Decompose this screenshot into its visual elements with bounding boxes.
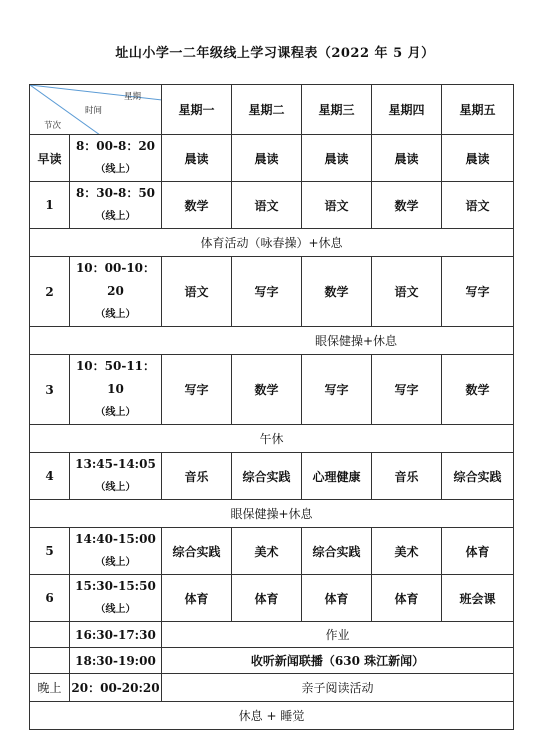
subject-cell: 综合实践	[232, 453, 302, 500]
time-cell	[70, 528, 162, 575]
day-header-mon: 星期一	[162, 85, 232, 135]
period-cell: 3	[30, 355, 70, 425]
subject-cell: 班会课	[442, 575, 514, 622]
subject-cell: 美术	[372, 528, 442, 575]
subject-cell: 体育	[232, 575, 302, 622]
subject-cell: 数学	[232, 355, 302, 425]
subject-cell: 晨读	[232, 135, 302, 182]
time-range: 8：00-8：20	[75, 139, 156, 153]
online-label: （线上）	[95, 482, 136, 493]
corner-cell	[30, 85, 162, 135]
activity-cell: 收听新闻联播（630 珠江新闻）	[162, 648, 514, 674]
time-cell	[70, 182, 162, 229]
time-range: 8：30-8：50	[75, 186, 156, 200]
table-row	[30, 135, 514, 182]
time-cell	[70, 135, 162, 182]
subject-cell: 语文	[232, 182, 302, 229]
period-cell: 1	[30, 182, 70, 229]
break-cell: 眼保健操+休息	[30, 500, 514, 528]
time-range: 13:45-14:05	[75, 457, 156, 471]
subject-cell: 写字	[372, 355, 442, 425]
break-cell: 午休	[30, 425, 514, 453]
day-header-wed: 星期三	[302, 85, 372, 135]
time-cell	[70, 453, 162, 500]
subject-cell: 数学	[162, 182, 232, 229]
online-label: （线上）	[95, 557, 136, 568]
schedule-table	[29, 84, 514, 730]
table-row	[30, 257, 514, 327]
subject-cell: 数学	[302, 257, 372, 327]
activity-cell: 作业	[162, 622, 514, 648]
header-row	[30, 85, 514, 135]
corner-period-label: 节次	[44, 121, 62, 131]
table-row	[30, 229, 514, 257]
subject-cell: 体育	[162, 575, 232, 622]
subject-cell: 数学	[372, 182, 442, 229]
subject-cell: 写字	[442, 257, 514, 327]
time-cell: 16:30-17:30	[70, 622, 162, 648]
subject-cell: 音乐	[372, 453, 442, 500]
subject-cell: 综合实践	[162, 528, 232, 575]
subject-cell: 语文	[162, 257, 232, 327]
subject-cell: 晨读	[162, 135, 232, 182]
corner-time-label: 时间	[85, 106, 103, 116]
time-range: 15:30-15:50	[75, 579, 156, 593]
table-row	[30, 622, 514, 648]
day-header-thu: 星期四	[372, 85, 442, 135]
subject-cell: 写字	[162, 355, 232, 425]
subject-cell: 体育	[442, 528, 514, 575]
online-label: （线上）	[95, 164, 136, 175]
subject-cell: 音乐	[162, 453, 232, 500]
time-range: 10：50-11：10	[75, 359, 156, 396]
subject-cell: 综合实践	[302, 528, 372, 575]
page-title: 址山小学一二年级线上学习课程表（2022 年 5 月）	[115, 46, 435, 61]
rest-cell: 休息 + 睡觉	[30, 702, 514, 730]
break-cell	[30, 327, 514, 355]
subject-cell: 体育	[302, 575, 372, 622]
time-cell: 18:30-19:00	[70, 648, 162, 674]
table-row	[30, 702, 514, 730]
period-cell	[30, 648, 70, 674]
period-cell: 2	[30, 257, 70, 327]
period-cell: 晚上	[30, 674, 70, 702]
time-cell	[70, 257, 162, 327]
subject-cell: 体育	[372, 575, 442, 622]
subject-cell: 晨读	[302, 135, 372, 182]
table-row	[30, 674, 514, 702]
day-header-fri: 星期五	[442, 85, 514, 135]
table-row	[30, 182, 514, 229]
period-cell: 4	[30, 453, 70, 500]
period-cell: 6	[30, 575, 70, 622]
subject-cell: 美术	[232, 528, 302, 575]
online-label: （线上）	[95, 407, 136, 418]
table-row	[30, 425, 514, 453]
table-row	[30, 575, 514, 622]
time-range: 14:40-15:00	[75, 532, 156, 546]
subject-cell: 心理健康	[302, 453, 372, 500]
subject-cell: 写字	[302, 355, 372, 425]
online-label: （线上）	[95, 309, 136, 320]
table-row	[30, 648, 514, 674]
period-cell	[30, 622, 70, 648]
time-cell	[70, 575, 162, 622]
online-label: （线上）	[95, 604, 136, 615]
period-cell: 早读	[30, 135, 70, 182]
time-cell: 20：00-20:20	[70, 674, 162, 702]
break-cell: 体育活动（咏春操）+休息	[30, 229, 514, 257]
subject-cell: 晨读	[372, 135, 442, 182]
subject-cell: 语文	[302, 182, 372, 229]
table-row	[30, 453, 514, 500]
subject-cell: 写字	[232, 257, 302, 327]
table-row	[30, 327, 514, 355]
activity-cell: 亲子阅读活动	[162, 674, 514, 702]
subject-cell: 数学	[442, 355, 514, 425]
subject-cell: 语文	[372, 257, 442, 327]
period-cell: 5	[30, 528, 70, 575]
time-range: 10：00-10：20	[75, 261, 156, 298]
table-row	[30, 500, 514, 528]
break-label: 眼保健操+休息	[315, 334, 398, 348]
corner-weekday-label: 星期	[124, 92, 142, 102]
subject-cell: 语文	[442, 182, 514, 229]
table-row	[30, 355, 514, 425]
day-header-tue: 星期二	[232, 85, 302, 135]
subject-cell: 综合实践	[442, 453, 514, 500]
subject-cell: 晨读	[442, 135, 514, 182]
online-label: （线上）	[95, 211, 136, 222]
time-cell	[70, 355, 162, 425]
table-row	[30, 528, 514, 575]
